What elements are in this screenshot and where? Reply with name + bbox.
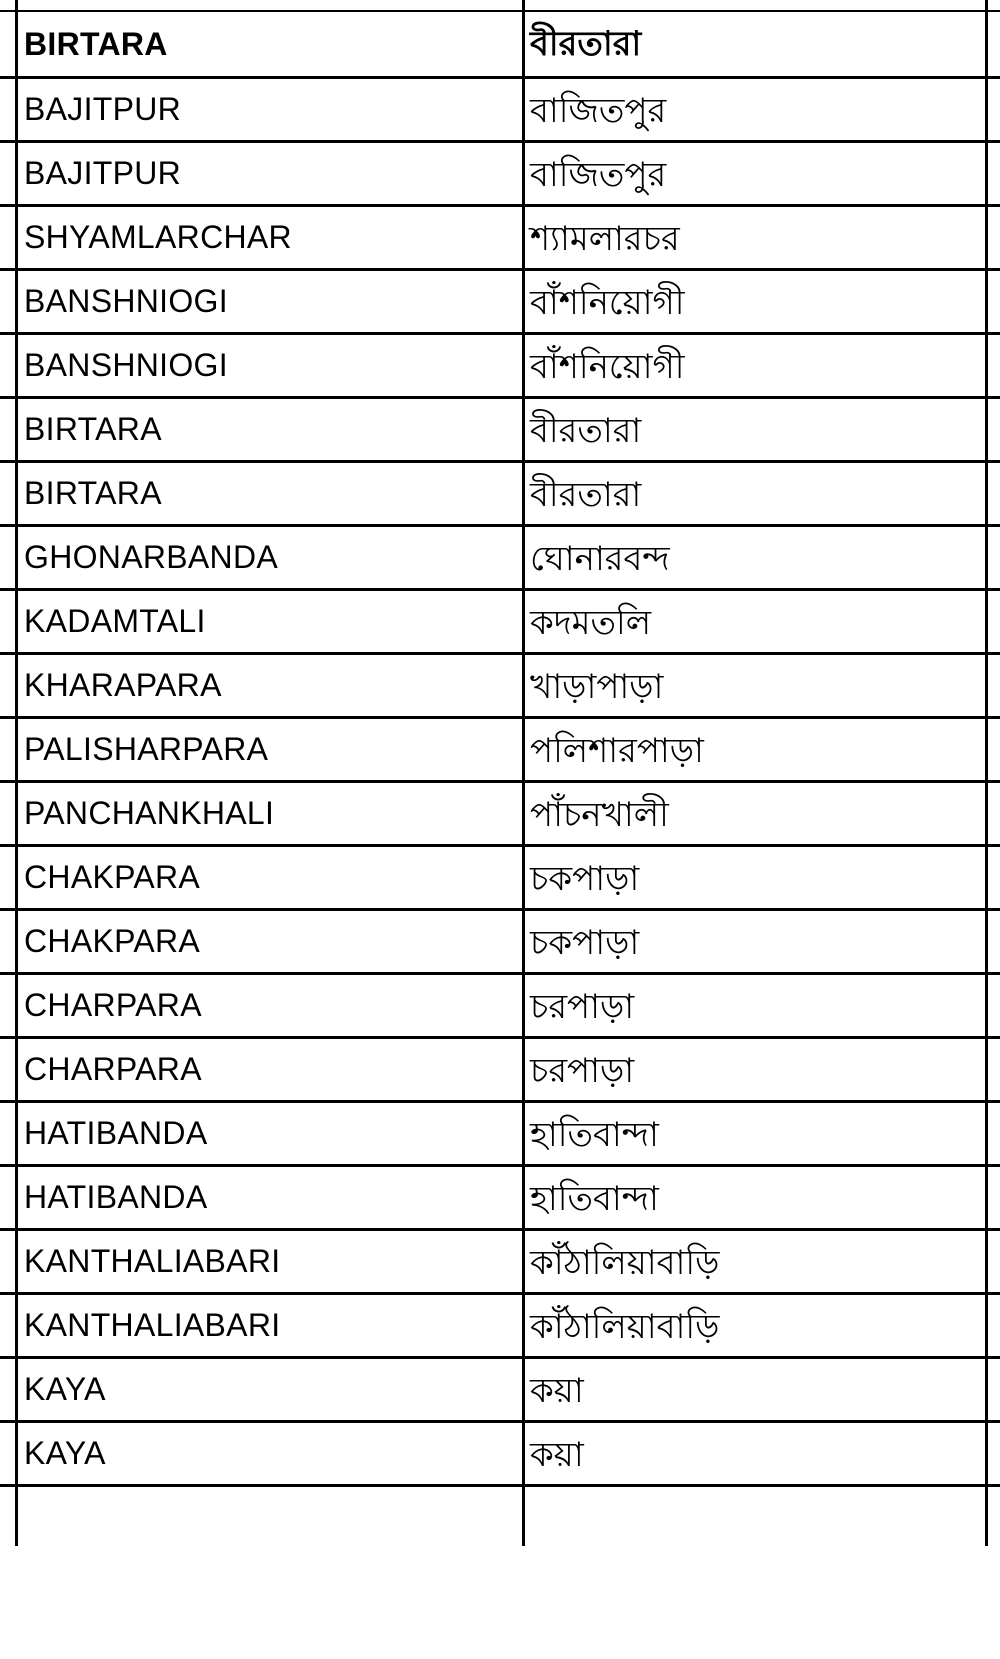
table-row [0,1231,1000,1295]
english-name-cell: KAYA [24,1371,106,1407]
english-name-cell: BIRTARA [24,25,168,62]
table-row [0,271,1000,335]
bengali-name-cell: পলিশারপাড়া [530,731,704,771]
english-name-cell: CHAKPARA [24,859,201,895]
table-row [0,719,1000,783]
bengali-name-cell: পাঁচনখালী [530,795,669,835]
bengali-name-cell: চকপাড়া [530,859,640,899]
english-name-cell: BIRTARA [24,411,162,447]
bengali-name-cell: কয়া [530,1371,584,1411]
table-row [0,79,1000,143]
bengali-name-cell: হাতিবান্দা [530,1179,659,1219]
english-name-cell: CHAKPARA [24,923,201,959]
bengali-name-cell: খাড়াপাড়া [530,667,664,707]
english-name-cell: KADAMTALI [24,603,206,639]
english-name-cell: PANCHANKHALI [24,795,275,831]
table-row [0,1103,1000,1167]
table-right-border [985,0,988,1546]
table-row [0,1039,1000,1103]
english-name-cell: CHARPARA [24,1051,202,1087]
table-row [0,1423,1000,1487]
table-row [0,207,1000,271]
table-row [0,12,1000,79]
table-row [0,783,1000,847]
table-row [0,1167,1000,1231]
english-name-cell: BIRTARA [24,475,162,511]
english-name-cell: HATIBANDA [24,1115,208,1151]
bengali-name-cell: বাজিতপুর [530,155,667,195]
table-row [0,911,1000,975]
row-border-stub [0,1484,15,1487]
english-name-cell: KAYA [24,1435,106,1471]
bengali-name-cell: বাঁশনিয়োগী [530,283,685,323]
english-name-cell: KHARAPARA [24,667,222,703]
english-name-cell: KANTHALIABARI [24,1243,281,1279]
cut-off-top-row [0,0,1000,12]
bengali-name-cell: চকপাড়া [530,923,640,963]
bengali-name-cell: কাঁঠালিয়াবাড়ি [530,1307,720,1347]
table-left-border [15,0,18,1546]
english-name-cell: GHONARBANDA [24,539,279,575]
bengali-name-cell: চরপাড়া [530,987,635,1027]
bengali-name-cell: কয়া [530,1435,584,1475]
table-row [0,335,1000,399]
bengali-name-cell: বাজিতপুর [530,91,667,131]
bengali-name-cell: বীরতারা [530,411,642,451]
bengali-name-cell: চরপাড়া [530,1051,635,1091]
english-name-cell: HATIBANDA [24,1179,208,1215]
bengali-name-cell: হাতিবান্দা [530,1115,659,1155]
english-name-cell: PALISHARPARA [24,731,269,767]
table-row [0,1295,1000,1359]
place-name-table [0,12,1000,1487]
english-name-cell: SHYAMLARCHAR [24,219,292,255]
bengali-name-cell: শ্যামলারচর [530,219,680,259]
bengali-name-cell: বীরতারা [530,24,642,64]
table-row [0,655,1000,719]
table-row [0,463,1000,527]
english-name-cell: BANSHNIOGI [24,347,228,383]
english-name-cell: KANTHALIABARI [24,1307,281,1343]
bengali-name-cell: কাঁঠালিয়াবাড়ি [530,1243,720,1283]
table-row [0,399,1000,463]
table-row [0,527,1000,591]
bengali-name-cell: বীরতারা [530,475,642,515]
english-name-cell: BAJITPUR [24,91,182,127]
table-row [0,975,1000,1039]
english-name-cell: BANSHNIOGI [24,283,228,319]
bengali-name-cell: কদমতলি [530,603,652,643]
table-row [0,847,1000,911]
table-row [0,143,1000,207]
english-name-cell: CHARPARA [24,987,202,1023]
bengali-name-cell: বাঁশনিয়োগী [530,347,685,387]
table-row [0,591,1000,655]
bengali-name-cell: ঘোনারবন্দ [530,539,670,579]
table-row [0,1359,1000,1423]
column-divider [522,0,525,1546]
english-name-cell: BAJITPUR [24,155,182,191]
